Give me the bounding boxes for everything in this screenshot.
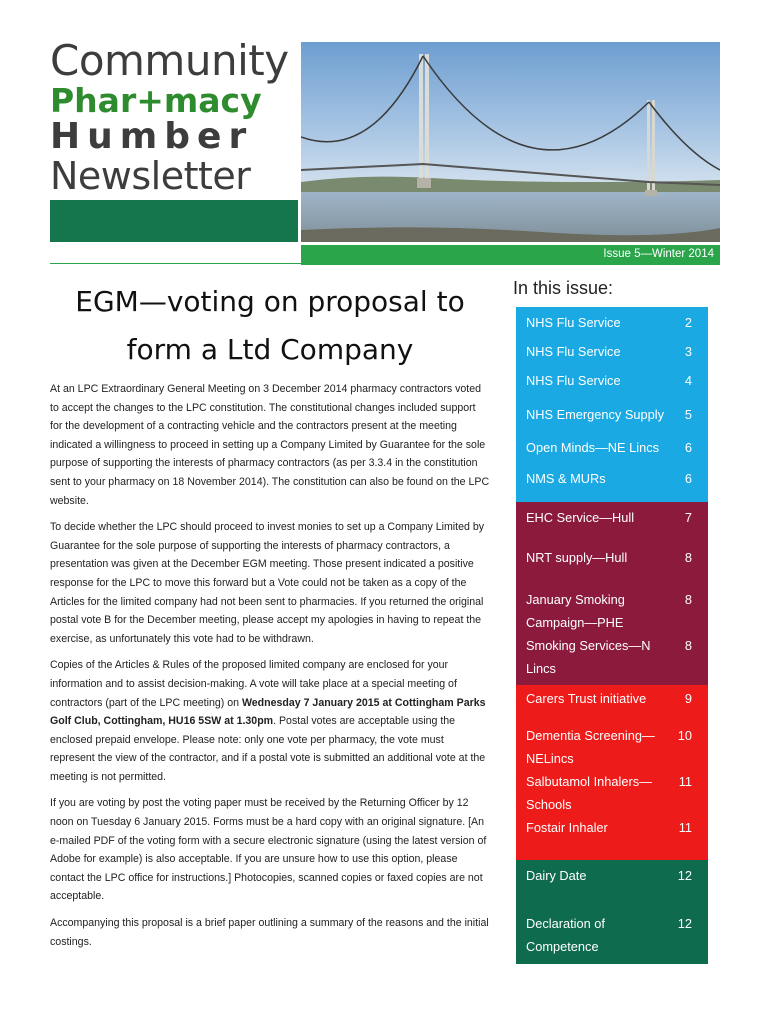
toc-item-page: 12 [677, 868, 692, 883]
article-p3-text-a: Copies of the Articles & Rules of the proposed limited company are enclosed for your information and to assist decision-making. A vote will take place at a special meeting of contractors (part of the LPC meeting) on [50, 659, 457, 709]
toc-item-label: NHS Flu Service [526, 315, 621, 330]
toc-item-page: 8 [684, 638, 692, 653]
toc-item[interactable] [516, 588, 708, 634]
article-p3-text-b: . Postal votes are acceptable using the enclosed prepaid envelope. Please note: only one vote per pharmacy, the vote must represent the view of the contractor, and if a postal vote is submitted an additional vote at the meeting is not permitted. [50, 715, 486, 783]
in-this-issue-title: In this issue: [513, 278, 614, 298]
toc-item[interactable] [516, 860, 708, 908]
toc-item-label: NHS Flu Service [526, 344, 621, 359]
masthead-pharmacy: Phar+macy [50, 81, 262, 120]
toc-item-label: EHC Service—Hull [526, 510, 635, 525]
masthead-green-block [50, 200, 298, 242]
issue-label: Issue 5—Winter 2014 [603, 248, 714, 260]
toc-item-label: Carers Trust initiative [526, 691, 647, 706]
divider-line [50, 263, 301, 264]
toc-item-label: Fostair Inhaler [526, 820, 608, 835]
toc-item-page: 11 [678, 774, 692, 789]
toc-item[interactable] [516, 634, 708, 685]
toc-item-page: 7 [684, 510, 692, 525]
toc-item-label: NHS Flu Service [526, 373, 621, 388]
toc-item-page: 2 [684, 315, 692, 330]
toc-item-page: 8 [684, 550, 692, 565]
article-paragraph-4: If you are voting by post the voting paper must be received by the Returning Officer by 12 noon on Tuesday 6 January 2015. Forms must be a hard copy with an original signature. [An e-mailed PDF of the voting form with a secure electronic signature (using the latest version of Adobe for example) is also acceptable. If you are unsure how to use this option, please contact the LPC office for instructions.] Photocopies, scanned copies or faxed copies are not acceptable. [50, 797, 487, 903]
toc-item-label: January Smoking Campaign—PHE [526, 592, 625, 630]
toc-item[interactable] [516, 307, 708, 336]
article-paragraph-5: Accompanying this proposal is a brief paper outlining a summary of the reasons and the initial costings. [50, 917, 489, 948]
headline-line-1: EGM—voting on proposal to [75, 285, 465, 318]
toc-item-page: 5 [684, 407, 692, 422]
toc-item-page: 9 [684, 691, 692, 706]
toc-item-page: 12 [677, 916, 692, 931]
toc-item[interactable] [516, 768, 708, 816]
meeting-details: Wednesday 7 January 2015 at Cottingham Parks Golf Club, Cottingham, HU16 5SW at 1.30pm [50, 696, 486, 728]
toc-item-page: 6 [684, 440, 692, 455]
masthead-community: Community [50, 36, 289, 85]
toc-item-label: NHS Emergency Supply [526, 407, 664, 422]
toc-item-label: Salbutamol Inhalers—Schools [526, 774, 652, 812]
article-paragraph-3 [50, 656, 490, 786]
article-paragraph-1: At an LPC Extraordinary General Meeting on 3 December 2014 pharmacy contractors voted to accept the changes to the LPC constitution. The constitutional changes included support for the development of a contracting vehicle and the contractors present at the meeting indicated a willingness to proceed in setting up a Company Limited by Guarantee for the sole purpose of supporting the interests of pharmacy contractors (as per 3.3.4 in the constitution sent to your pharmacy on 18 November 2014). The constitution can also be found on the LPC website. [50, 383, 490, 507]
toc-item[interactable] [516, 816, 708, 860]
toc-item-label: NMS & MURs [526, 471, 606, 486]
toc-item[interactable] [516, 908, 708, 964]
toc-item[interactable] [516, 502, 708, 542]
toc-item-page: 3 [684, 344, 692, 359]
humber-bridge-photo [301, 42, 720, 242]
article-paragraph-2: To decide whether the LPC should proceed to invest monies to set up a Company Limited by Guarantee for the sole purpose of supporting the interests of pharmacy contractors, a presentation was given at the December EGM meeting. Those present indicated a positive response for the LPC to move this forward but a Vote could not be taken as a copy of the Articles for the limited company had not been sent to pharmacies. If you returned the original postal vote B for the December meeting, please accept my apologies in having to repeat the exercise, as unfortunately this vote had to be withdrawn. [50, 521, 485, 645]
toc-item[interactable] [516, 722, 708, 768]
toc-item-label: Dementia Screening—NELincs [526, 728, 655, 766]
issue-bar [301, 245, 720, 265]
table-of-contents [516, 307, 708, 964]
toc-item[interactable] [516, 428, 708, 463]
toc-item[interactable] [516, 394, 708, 428]
masthead-logo [50, 36, 300, 198]
toc-item-page: 6 [684, 471, 692, 486]
toc-item-label: Open Minds—NE Lincs [526, 440, 659, 455]
toc-item[interactable] [516, 685, 708, 722]
toc-item-page: 10 [677, 728, 692, 743]
toc-item-page: 8 [684, 592, 692, 607]
article-headline [50, 278, 490, 374]
toc-item-label: Smoking Services—N Lincs [526, 638, 651, 676]
article-body [50, 380, 490, 959]
toc-item-page: 11 [678, 820, 692, 835]
toc-item[interactable] [516, 542, 708, 588]
masthead-humber: Humber [50, 116, 254, 157]
toc-item[interactable] [516, 336, 708, 365]
toc-item-page: 4 [684, 373, 692, 388]
masthead-newsletter: Newsletter [50, 154, 251, 198]
toc-item-label: Declaration of Competence [526, 916, 605, 954]
headline-line-2: form a Ltd Company [126, 333, 414, 366]
toc-item-label: NRT supply—Hull [526, 550, 628, 565]
toc-item[interactable] [516, 365, 708, 394]
toc-item[interactable] [516, 463, 708, 502]
toc-item-label: Dairy Date [526, 868, 587, 883]
